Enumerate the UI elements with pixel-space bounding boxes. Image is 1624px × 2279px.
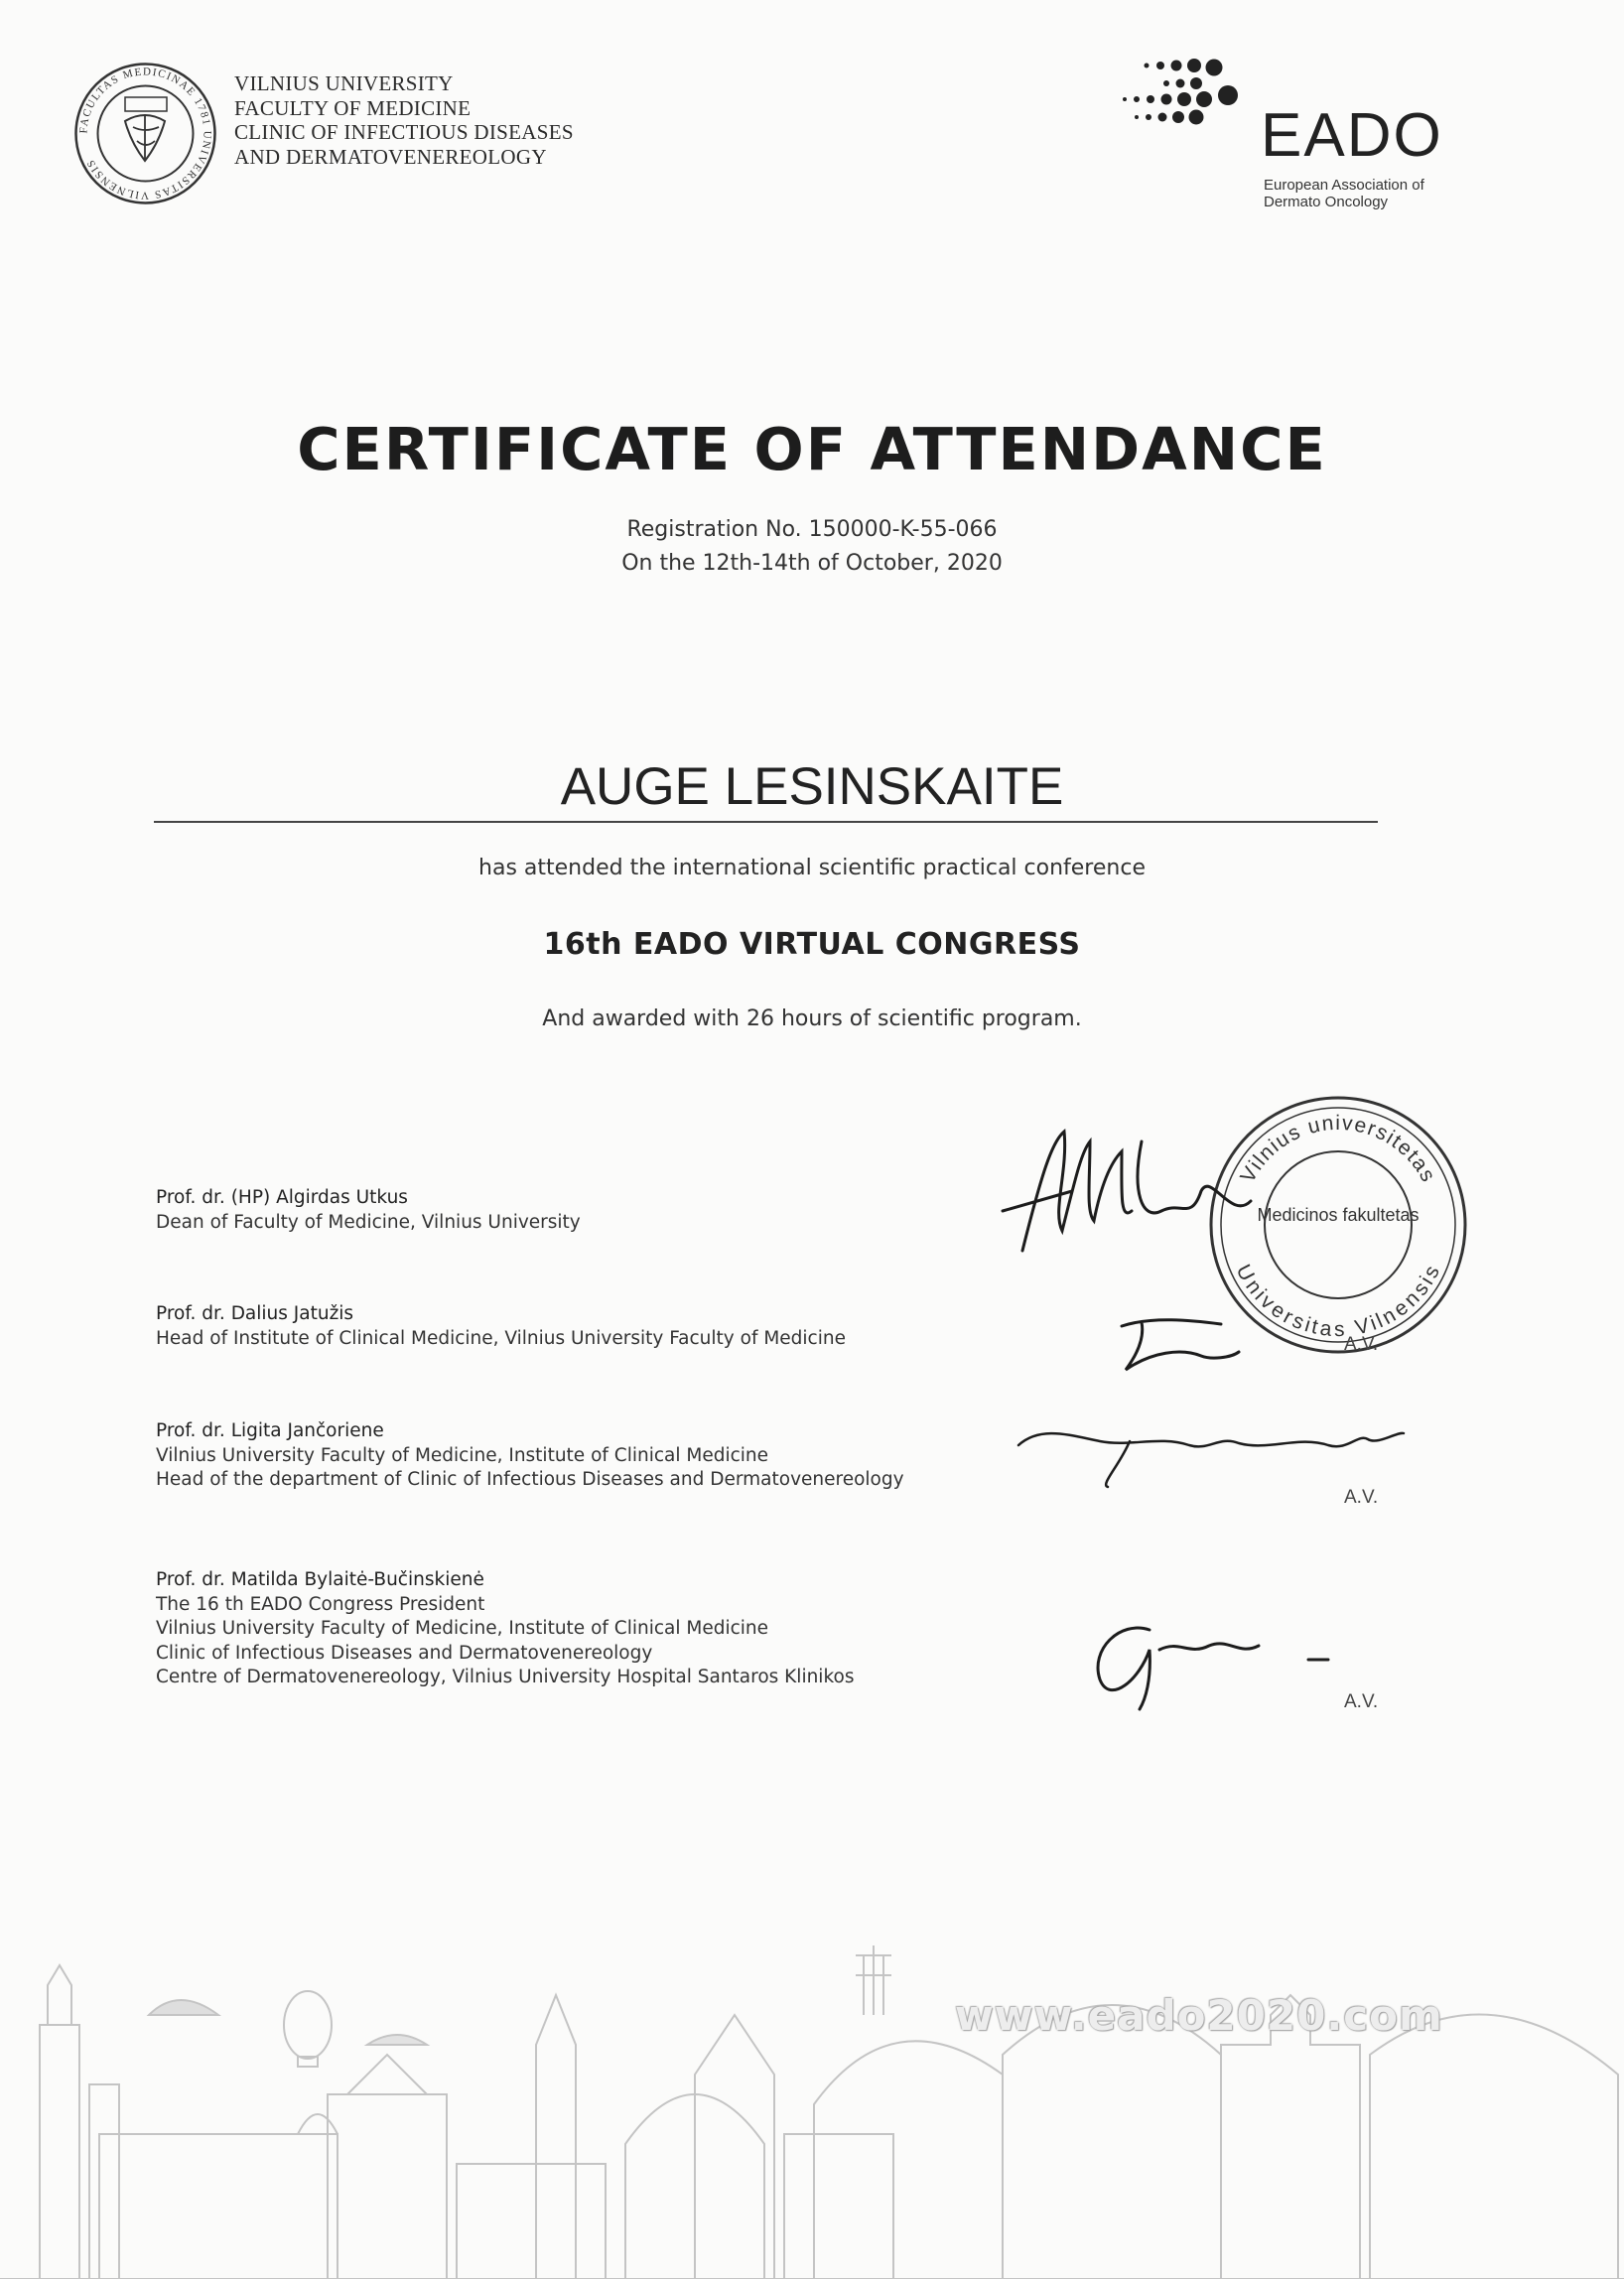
attended-text: has attended the international scientific practical conference (478, 856, 1146, 880)
signature-jatuzis (1112, 1312, 1251, 1382)
university-header (234, 71, 574, 169)
signatory-role: The 16 th EADO Congress President (156, 1593, 485, 1615)
vilnius-skyline-illustration (0, 1936, 1624, 2279)
university-line: AND DERMATOVENEREOLOGY (234, 144, 547, 169)
signatory-bylaite (156, 1568, 854, 1690)
signature-bylaite (1080, 1610, 1338, 1719)
signatory-role: Centre of Dermatovenereology, Vilnius University Hospital Santaros Klinikos (156, 1667, 855, 1687)
university-line: CLINIC OF INFECTIOUS DISEASES (234, 120, 574, 144)
signatory-role: Dean of Faculty of Medicine, Vilnius University (156, 1211, 581, 1233)
attendee-name: AUGE LESINSKAITE (560, 757, 1064, 816)
stamp-center-text: Medicinos fakultetas (1257, 1205, 1420, 1225)
signature-utkus (983, 1112, 1320, 1280)
registration-block (0, 513, 1624, 581)
eado-subtitle (1264, 177, 1424, 210)
av-mark: A.V. (1344, 1334, 1379, 1355)
signatory-name: Prof. dr. Ligita Jančoriene (156, 1420, 384, 1441)
signatory-name: Prof. dr. (HP) Algirdas Utkus (156, 1187, 408, 1208)
av-mark: A.V. (1344, 1487, 1379, 1508)
eado-subtitle-line: Dermato Oncology (1264, 194, 1389, 210)
signatory-name: Prof. dr. Matilda Bylaitė-Bučinskienė (156, 1569, 484, 1590)
awarded-text: And awarded with 26 hours of scientific program. (542, 1006, 1082, 1031)
signatory-role: Head of Institute of Clinical Medicine, Vilnius University Faculty of Medicine (156, 1327, 846, 1349)
registration-number: Registration No. 150000-K-55-066 (626, 517, 998, 542)
signatory-role: Vilnius University Faculty of Medicine, Institute of Clinical Medicine (156, 1618, 769, 1639)
seal-text: FACULTAS MEDICINAE 1781 UNIVERSITAS VILNENSIS (77, 66, 213, 201)
stamp-text-bottom: Universitas Vilnensis (1231, 1261, 1445, 1342)
university-seal-logo (73, 62, 217, 205)
eado-subtitle-line: European Association of (1264, 177, 1424, 194)
signatory-role: Head of the department of Clinic of Infectious Diseases and Dermatovenereology (156, 1469, 904, 1490)
certificate-title: CERTIFICATE OF ATTENDANCE (297, 415, 1327, 483)
signatory-name: Prof. dr. Dalius Jatužis (156, 1303, 354, 1324)
stamp-text-top: Vilnius universitetas (1236, 1111, 1440, 1187)
signatory-jancoriene (156, 1419, 904, 1493)
signatory-role: Vilnius University Faculty of Medicine, Institute of Clinical Medicine (156, 1444, 769, 1466)
university-line: VILNIUS UNIVERSITY (234, 71, 454, 95)
congress-name: 16th EADO VIRTUAL CONGRESS (543, 927, 1081, 962)
av-mark: A.V. (1344, 1691, 1379, 1712)
signatory-jatuzis (156, 1302, 846, 1351)
name-underline (154, 821, 1378, 823)
event-dates: On the 12th-14th of October, 2020 (621, 551, 1003, 576)
signatory-role: Clinic of Infectious Diseases and Dermatovenereology (156, 1642, 653, 1664)
eado-logo-word: EADO (1261, 101, 1443, 170)
signatory-utkus (156, 1186, 581, 1235)
congress-website: www.eado2020.com (955, 1991, 1443, 2040)
signature-jancoriene (1011, 1406, 1408, 1495)
university-line: FACULTY OF MEDICINE (234, 95, 472, 120)
